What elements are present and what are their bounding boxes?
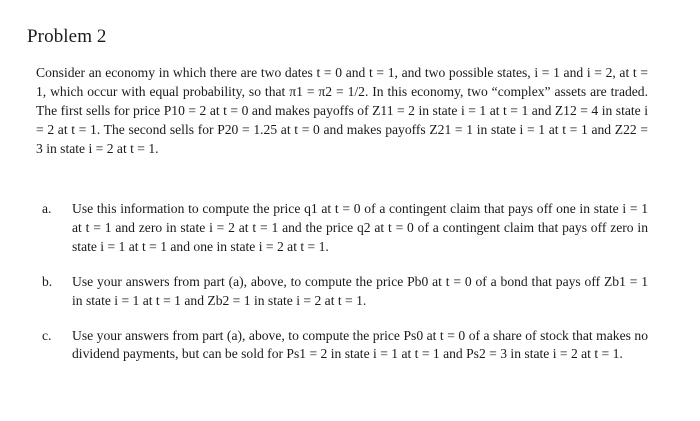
part-label: a. [42, 201, 52, 216]
part-a [36, 200, 648, 257]
part-text: Use your answers from part (a), above, to compute the price Ps0 at t = 0 of a share of stock that makes no dividend payments, but can be sold for Ps1 = 2 in state i = 1 at t = 1 and Ps2 = 3 in state i = 2 at t = 1. [72, 327, 648, 362]
part-label: c. [42, 327, 52, 343]
problem-title: Problem 2 [27, 26, 107, 47]
part-text: Use your answers from part (a), above, to compute the price Pb0 at t = 0 of a bond that pays off Zb1 = 1 in state i = 1 at t = 1 and Zb2 = 1 in state i = 2 at t = 1. [72, 273, 648, 308]
part-label: b. [42, 273, 53, 289]
problem-parts [36, 200, 648, 380]
part-b [36, 273, 648, 311]
part-c [36, 327, 648, 365]
part-text: Use this information to compute the price q1 at t = 0 of a contingent claim that pays off one in state i = 1 at t = 1 and zero in state i = 2 at t = 1 and the price q2 at t = 0 of a contingent claim that pays off zero in state i = 1 at t = 1 and one in state i = 2 at t = 1. [72, 201, 648, 254]
problem-intro: Consider an economy in which there are two dates t = 0 and t = 1, and two possible states, i = 1 and i = 2, at t = 1, which occur with equal probability, so that π1 = π2 = 1/2. In this economy, two “complex” assets are traded. The first sells for price P10 = 2 at t = 0 and makes payoffs of Z11 = 2 in state i = 1 at t = 1 and Z12 = 4 in state i = 2 at t = 1. The second sells for P20 = 1.25 at t = 0 and makes payoffs Z21 = 1 in state i = 1 at t = 1 and Z22 = 3 in state i = 2 at t = 1. [36, 65, 648, 156]
